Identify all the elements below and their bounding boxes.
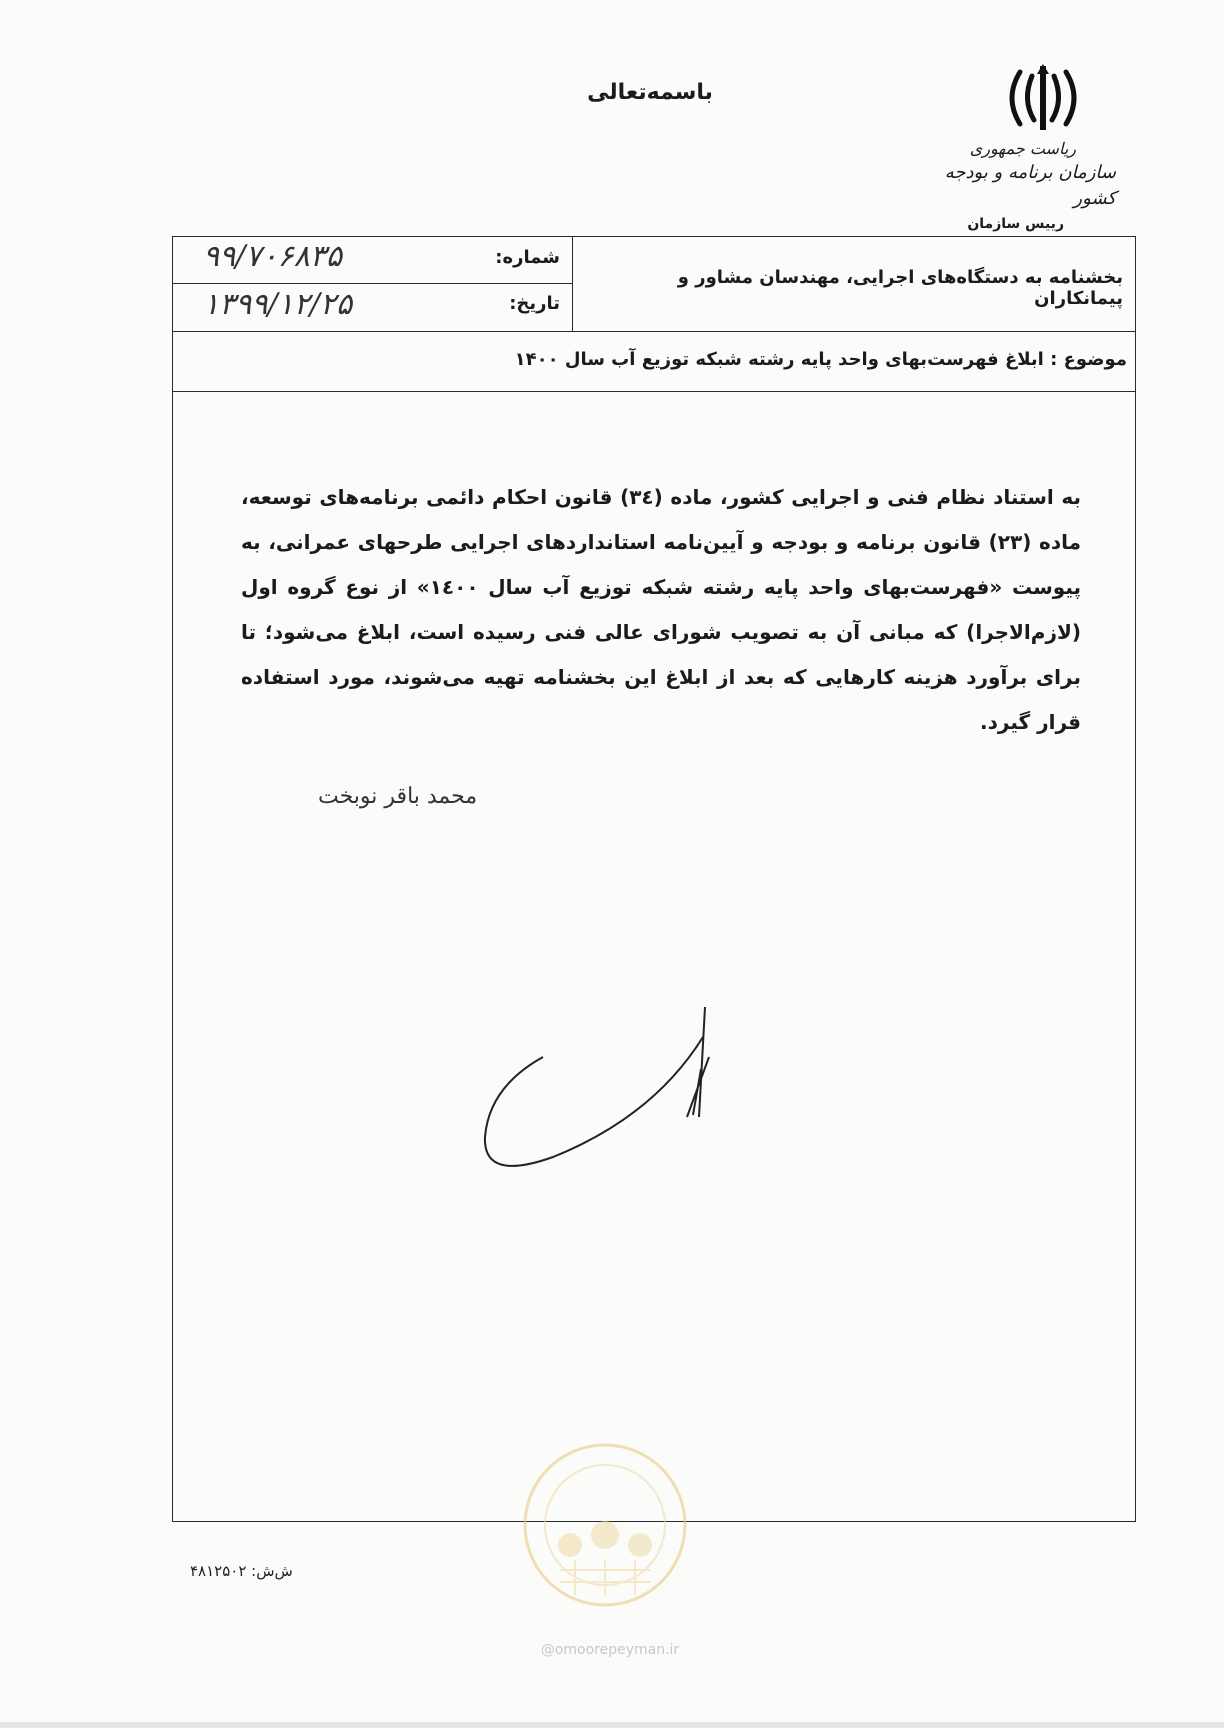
invocation-heading: باسمه‌تعالی: [587, 80, 713, 105]
issuing-organization: [916, 138, 1116, 236]
reference-code: ش‌ش: ۴۸۱۲۵۰۲: [190, 1562, 293, 1580]
org-presidency: ریاست جمهوری: [969, 139, 1076, 158]
recipients-line: بخشنامه به دستگاه‌های اجرایی، مهندسان مشاور و پیمانکاران: [677, 267, 1123, 309]
watermark-logo-icon: [520, 1440, 690, 1610]
signature-scribble-icon: [473, 997, 743, 1197]
number-value: ۹۹/۷۰۶۸۳۵: [203, 239, 343, 274]
subject-line: موضوع : ابلاغ فهرست‌بهای واحد پایه رشته شبکه توزیع آب سال ۱۴۰۰: [514, 349, 1127, 370]
subject-row: [173, 331, 1135, 392]
scan-edge: [0, 1722, 1224, 1728]
box-divider: [173, 283, 572, 284]
number-label: شماره:: [495, 247, 560, 268]
date-value: ۱۳۹۹/۱۲/۲۵: [203, 287, 353, 322]
national-emblem-icon: [1000, 62, 1086, 136]
letter-frame: [172, 236, 1136, 1522]
letter-header-row: [173, 237, 1135, 332]
org-name: سازمان برنامه و بودجه کشور: [944, 162, 1116, 209]
number-date-box: [173, 237, 573, 331]
org-head-title: رییس سازمان: [967, 216, 1064, 232]
website-watermark: @omoorepeyman.ir: [540, 1642, 680, 1658]
date-label: تاریخ:: [509, 293, 560, 314]
letter-body: به استناد نظام فنی و اجرایی کشور، ماده (۳٤) قانون احکام دائمی برنامه‌های توسعه، ماده (۲۳) قانون برنامه و بودجه و آیین‌نامه استانداردهای اجرایی طرحهای عمرانی، به پیوست «فهرست‌بهای واحد پایه رشته شبکه توزیع آب سال ۱٤۰۰» از نوع گروه اول (لازم‌الاجرا) که مبانی آن به تصویب شورای عالی فنی رسیده است، ابلاغ می‌شود؛ تا برای برآورد هزینه کارهایی که بعد از ابلاغ این بخشنامه تهیه می‌شوند، مورد استفاده قرار گیرد.: [241, 485, 1082, 734]
signatory-name: محمد باقر نوبخت: [318, 784, 478, 809]
